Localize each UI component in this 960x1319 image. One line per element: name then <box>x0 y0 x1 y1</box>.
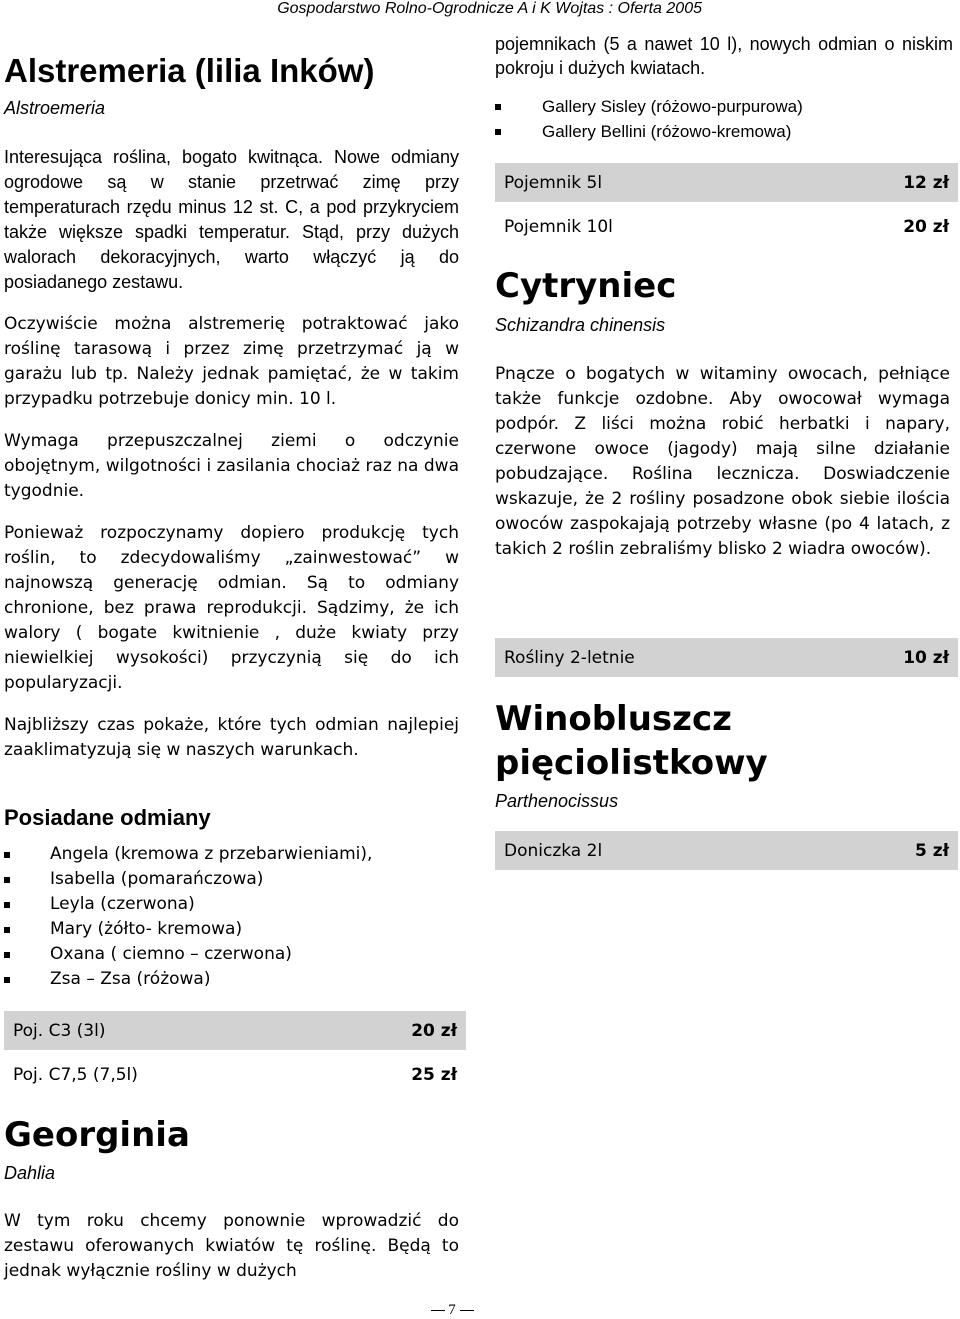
dash-left-icon <box>431 1310 445 1311</box>
alstremeria-paragraph-4: Ponieważ rozpoczynamy dopiero produkcję tych roślin, to zdecydowaliśmy „zainwestować” w najnowszą generację odmian. Są to odmiany chronione, bez prawa reprodukcji. Sądzimy, że ich walory ( bogate kwitnienie , duże kwiaty przy niewielkiej wysokości) przyczynią się do ich popularyzacji. <box>4 523 459 693</box>
alstremeria-title: Alstremeria (lilia Inków) <box>4 52 375 89</box>
georginia-paragraph-1: W tym roku chcemy ponownie wprowadzić do zestawu oferowanych kwiatów tę roślinę. Będą to jednak wyłącznie rośliny w dużych <box>4 1211 459 1281</box>
alstremeria-paragraph-2: Oczywiście można alstremerię potraktować jako roślinę tarasową i przez zimę przetrzymać ją w garażu lub tp. Należy jednak pamiętać, że w takim przypadku potrzebuje donicy min. 10 l. <box>4 314 459 409</box>
bullet-square-icon <box>4 927 10 933</box>
bullet-square-icon <box>4 952 10 958</box>
list-item: Isabella (pomarańczowa) <box>4 867 459 892</box>
cytryniec-title: Cytryniec <box>495 266 677 306</box>
list-item: Oxana ( ciemno – czerwona) <box>4 942 459 967</box>
list-item: Mary (żółto- kremowa) <box>4 917 459 942</box>
alstremeria-paragraph-3: Wymaga przepuszczalnej ziemi o odczynie obojętnym, wilgotności i zasilania chociaż raz na dwa tygodnie. <box>4 431 459 501</box>
list-item: Gallery Sisley (różowo-purpurowa) <box>495 94 953 119</box>
cytryniec-paragraph-1: Pnącze o bogatych w witaminy owocach, pełniące także funkcje ozdobne. Aby owocował wymaga podpór. Z liści można robić herbatki i napary, czerwone owoce (jagody) mają silne działanie pobudzające. Roślina lecznicza. Doswiadczenie wskazuje, że 2 rośliny posadzone obok siebie ilościa owoców zaspokajają potrzeby własne (po 4 latach, z takich 2 roślin zebraliśmy blisko 2 wiadra owoców). <box>495 364 950 559</box>
price-amount: 10 zł <box>903 647 949 668</box>
price-label: Doniczka 2l <box>504 840 603 861</box>
price-row-alstremeria-c75 <box>4 1055 466 1094</box>
bullet-square-icon <box>4 877 10 883</box>
georginia-latin-name: Dahlia <box>4 1163 56 1183</box>
price-label: Poj. C7,5 (7,5l) <box>13 1064 138 1085</box>
winobluszcz-title: Winobluszcz pięciolistkowy <box>495 699 768 783</box>
price-row-gallery-5l <box>495 163 958 202</box>
alstremeria-paragraph-5: Najbliższy czas pokaże, które tych odmian najlepiej zaaklimatyzują się w naszych warunkach. <box>4 715 459 760</box>
price-amount: 25 zł <box>411 1064 457 1085</box>
list-item: Zsa – Zsa (różowa) <box>4 967 459 992</box>
price-label: Rośliny 2-letnie <box>504 647 635 668</box>
bullet-square-icon <box>4 902 10 908</box>
alstremeria-varieties-list <box>4 842 459 992</box>
bullet-square-icon <box>495 104 501 110</box>
price-amount: 20 zł <box>411 1020 457 1041</box>
continued-paragraph: pojemnikach (5 a nawet 10 l), nowych odmian o niskim pokroju i dużych kwiatach. <box>495 34 953 78</box>
page-header: Gospodarstwo Rolno-Ogrodnicze A i K Wojtas : Oferta 2005 <box>277 0 702 17</box>
bullet-square-icon <box>4 852 10 858</box>
price-row-gallery-10l <box>495 207 958 246</box>
list-item: Angela (kremowa z przebarwieniami), <box>4 842 459 867</box>
varieties-heading: Posiadane odmiany <box>4 805 211 830</box>
price-amount: 20 zł <box>903 216 949 237</box>
alstremeria-latin-name: Alstroemeria <box>4 98 106 118</box>
bullet-square-icon <box>495 129 501 135</box>
list-item: Leyla (czerwona) <box>4 892 459 917</box>
price-label: Poj. C3 (3l) <box>13 1020 106 1041</box>
alstremeria-paragraph-1: Interesująca roślina, bogato kwitnąca. Nowe odmiany ogrodowe są w stanie przetrwać zimę przy temperaturach rzędu minus 12 st. C, a pod przykryciem także większe spadki temperatur. Stąd, przy dużych walorach dekoracyjnych, warto włączyć ją do posiadanego zestawu. <box>4 147 459 292</box>
price-amount: 5 zł <box>915 840 949 861</box>
georginia-title: Georginia <box>4 1115 190 1155</box>
price-row-winobluszcz <box>495 831 958 870</box>
price-label: Pojemnik 10l <box>504 216 613 237</box>
page-number <box>428 1301 476 1319</box>
page-number-value: 7 <box>448 1302 456 1318</box>
winobluszcz-latin-name: Parthenocissus <box>495 791 619 811</box>
price-amount: 12 zł <box>903 172 949 193</box>
gallery-varieties-list <box>495 94 953 144</box>
price-row-alstremeria-c3 <box>4 1011 466 1050</box>
bullet-square-icon <box>4 977 10 983</box>
cytryniec-latin-name: Schizandra chinensis <box>495 315 666 335</box>
list-item: Gallery Bellini (różowo-kremowa) <box>495 119 953 144</box>
price-label: Pojemnik 5l <box>504 172 603 193</box>
price-row-cytryniec <box>495 638 958 677</box>
dash-right-icon <box>460 1310 474 1311</box>
